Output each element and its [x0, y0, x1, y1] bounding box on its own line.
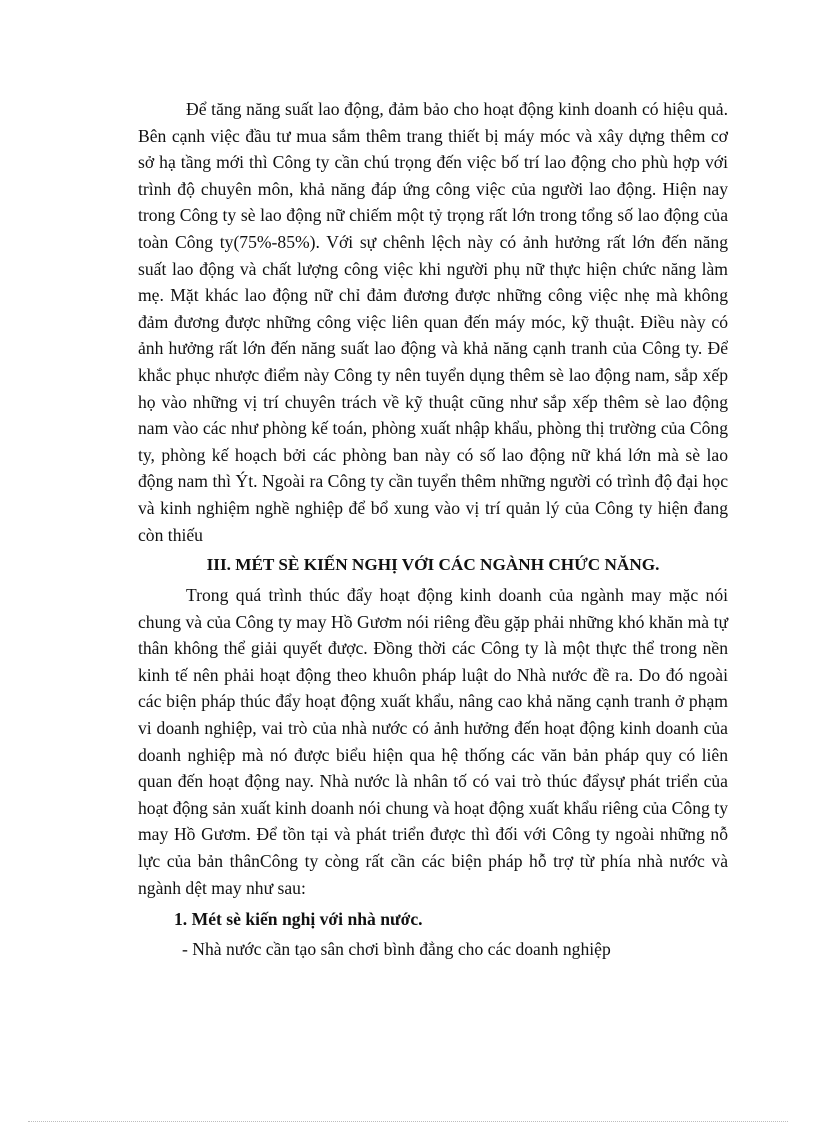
subsection-heading-state: 1. Mét sè kiến nghị với nhà nước. — [174, 909, 423, 930]
bullet-item: - Nhà nước cần tạo sân chơi bình đẳng cho các doanh nghiệp — [182, 939, 611, 960]
section-heading-recommendations: III. MÉT SÈ KIẾN NGHỊ VỚI CÁC NGÀNH CHỨC NĂNG. — [206, 555, 660, 575]
paragraph-state-role: Trong quá trình thúc đẩy hoạt động kinh doanh của ngành may mặc nói chung và của Công ty may Hồ Gươm nói riêng đều gặp phải những khó khăn mà tự thân không thể giải quyết được. Đồng thời các Công ty là một thực thể trong nền kinh tế nên phải hoạt động theo khuôn pháp luật do Nhà nước đề ra. Do đó ngoài các biện pháp thúc đẩy hoạt động xuất khẩu, nâng cao khả năng cạnh tranh ở phạm vi doanh nghiệp, vai trò của nhà nước có ảnh hưởng đến hoạt động kinh doanh của doanh nghiệp mà nó được biểu hiện qua hệ thống các văn bản pháp quy có liên quan đến hoạt động nay. Nhà nước là nhân tố có vai trò thúc đẩysự phát triển của hoạt động sản xuất kinh doanh nói chung và hoạt động xuất khẩu riêng của Công ty may Hồ Gươm. Để tồn tại và phát triển được thì đối với Công ty ngoài những nỗ lực của bản thânCông ty còng rất cần các biện pháp hỗ trợ từ phía nhà nước và ngành dệt may như sau: — [138, 585, 728, 898]
paragraph-labor-productivity: Để tăng năng suất lao động, đảm bảo cho hoạt động kinh doanh có hiệu quả. Bên cạnh việc đầu tư mua sắm thêm trang thiết bị máy móc và xây dựng thêm cơ sở hạ tầng mới thì Công ty cần chú trọng đến việc bố trí lao động cho phù hợp với trình độ chuyên môn, khả năng đáp ứng công việc của người lao động. Hiện nay trong Công ty sè lao động nữ chiếm một tỷ trọng rất lớn trong tổng số lao động của toàn Công ty(75%-85%). Với sự chênh lệch này có ảnh hưởng rất lớn đến năng suất lao động và chất lượng công việc khi người phụ nữ thực hiện chức năng làm mẹ. Mặt khác lao động nữ chỉ đảm đương được những công việc nhẹ mà không đảm đương được những công việc liên quan đến máy móc, kỹ thuật. Điều này có ảnh hưởng rất lớn đến năng suất lao động và khả năng cạnh tranh của Công ty. Để khắc phục nhược điểm này Công ty nên tuyển dụng thêm sè lao động nam, sắp xếp họ vào những vị trí chuyên trách về kỹ thuật cũng như sắp xếp thêm sè lao động nam vào các như phòng kế toán, phòng xuất nhập khẩu, phòng thị trường của Công ty, phòng kế hoạch bởi các phòng ban này có số lao động nữ khá lớn mà sè lao động nam thì Ýt. Ngoài ra Công ty cần tuyển thêm những người có trình độ đại học và kinh nghiệm nghề nghiệp để bổ xung vào vị trí quản lý của Công ty hiện đang còn thiếu — [138, 99, 728, 545]
page-bottom-dotted-rule — [28, 1121, 788, 1122]
document-body — [138, 96, 728, 963]
